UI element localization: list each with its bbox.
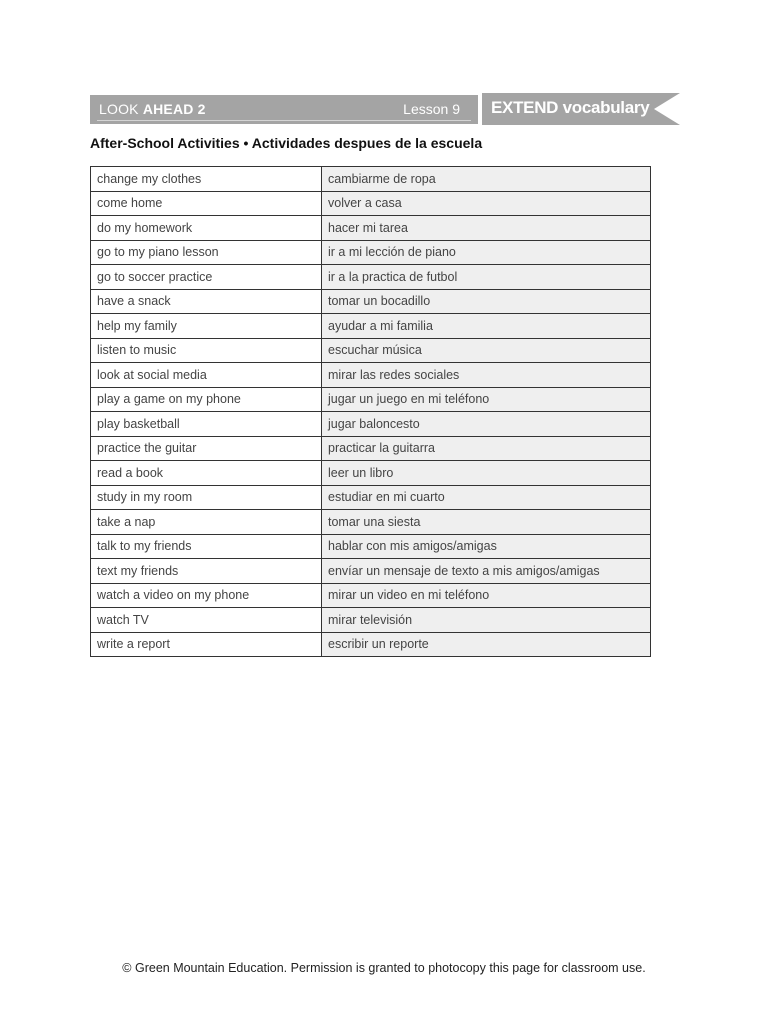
series-title bbox=[99, 101, 206, 117]
table-row bbox=[91, 412, 651, 437]
english-phrase: go to my piano lesson bbox=[91, 240, 322, 265]
table-row bbox=[91, 216, 651, 241]
english-phrase: text my friends bbox=[91, 559, 322, 584]
spanish-phrase: volver a casa bbox=[322, 191, 651, 216]
vocabulary-table bbox=[90, 166, 651, 657]
english-phrase: help my family bbox=[91, 314, 322, 339]
table-row bbox=[91, 510, 651, 535]
table-row bbox=[91, 191, 651, 216]
spanish-phrase: leer un libro bbox=[322, 461, 651, 486]
spanish-phrase: mirar las redes sociales bbox=[322, 363, 651, 388]
table-row bbox=[91, 265, 651, 290]
table-row bbox=[91, 608, 651, 633]
spanish-phrase: ayudar a mi familia bbox=[322, 314, 651, 339]
english-phrase: go to soccer practice bbox=[91, 265, 322, 290]
header-rule bbox=[97, 120, 471, 121]
table-row bbox=[91, 167, 651, 192]
section-tag bbox=[482, 93, 680, 125]
table-row bbox=[91, 338, 651, 363]
english-phrase: play basketball bbox=[91, 412, 322, 437]
english-phrase: listen to music bbox=[91, 338, 322, 363]
table-row bbox=[91, 485, 651, 510]
english-phrase: take a nap bbox=[91, 510, 322, 535]
spanish-phrase: practicar la guitarra bbox=[322, 436, 651, 461]
spanish-phrase: jugar baloncesto bbox=[322, 412, 651, 437]
english-phrase: have a snack bbox=[91, 289, 322, 314]
english-phrase: look at social media bbox=[91, 363, 322, 388]
spanish-phrase: escuchar música bbox=[322, 338, 651, 363]
table-row bbox=[91, 289, 651, 314]
lesson-label: Lesson 9 bbox=[403, 101, 460, 117]
spanish-phrase: tomar una siesta bbox=[322, 510, 651, 535]
spanish-phrase: envíar un mensaje de texto a mis amigos/amigas bbox=[322, 559, 651, 584]
header-band bbox=[90, 95, 478, 124]
spanish-phrase: ir a la practica de futbol bbox=[322, 265, 651, 290]
english-phrase: write a report bbox=[91, 632, 322, 657]
english-phrase: read a book bbox=[91, 461, 322, 486]
table-row bbox=[91, 534, 651, 559]
section-tag-label: EXTEND vocabulary bbox=[491, 98, 650, 117]
table-row bbox=[91, 559, 651, 584]
spanish-phrase: hablar con mis amigos/amigas bbox=[322, 534, 651, 559]
spanish-phrase: tomar un bocadillo bbox=[322, 289, 651, 314]
table-row bbox=[91, 387, 651, 412]
spanish-phrase: mirar un video en mi teléfono bbox=[322, 583, 651, 608]
spanish-phrase: hacer mi tarea bbox=[322, 216, 651, 241]
series-title-bold: AHEAD 2 bbox=[142, 101, 206, 117]
series-title-light: LOOK bbox=[99, 101, 139, 117]
table-row bbox=[91, 363, 651, 388]
english-phrase: practice the guitar bbox=[91, 436, 322, 461]
english-phrase: watch a video on my phone bbox=[91, 583, 322, 608]
spanish-phrase: estudiar en mi cuarto bbox=[322, 485, 651, 510]
english-phrase: come home bbox=[91, 191, 322, 216]
table-row bbox=[91, 583, 651, 608]
table-row bbox=[91, 314, 651, 339]
english-phrase: watch TV bbox=[91, 608, 322, 633]
spanish-phrase: cambiarme de ropa bbox=[322, 167, 651, 192]
table-row bbox=[91, 632, 651, 657]
english-phrase: change my clothes bbox=[91, 167, 322, 192]
copyright-footer: © Green Mountain Education. Permission is granted to photocopy this page for classroom use. bbox=[122, 961, 646, 975]
table-row bbox=[91, 436, 651, 461]
spanish-phrase: jugar un juego en mi teléfono bbox=[322, 387, 651, 412]
spanish-phrase: mirar televisión bbox=[322, 608, 651, 633]
english-phrase: do my homework bbox=[91, 216, 322, 241]
table-row bbox=[91, 240, 651, 265]
english-phrase: talk to my friends bbox=[91, 534, 322, 559]
vocabulary-table-body bbox=[91, 167, 651, 657]
spanish-phrase: ir a mi lección de piano bbox=[322, 240, 651, 265]
spanish-phrase: escribir un reporte bbox=[322, 632, 651, 657]
english-phrase: study in my room bbox=[91, 485, 322, 510]
page-title: After-School Activities • Actividades despues de la escuela bbox=[90, 135, 483, 151]
english-phrase: play a game on my phone bbox=[91, 387, 322, 412]
table-row bbox=[91, 461, 651, 486]
